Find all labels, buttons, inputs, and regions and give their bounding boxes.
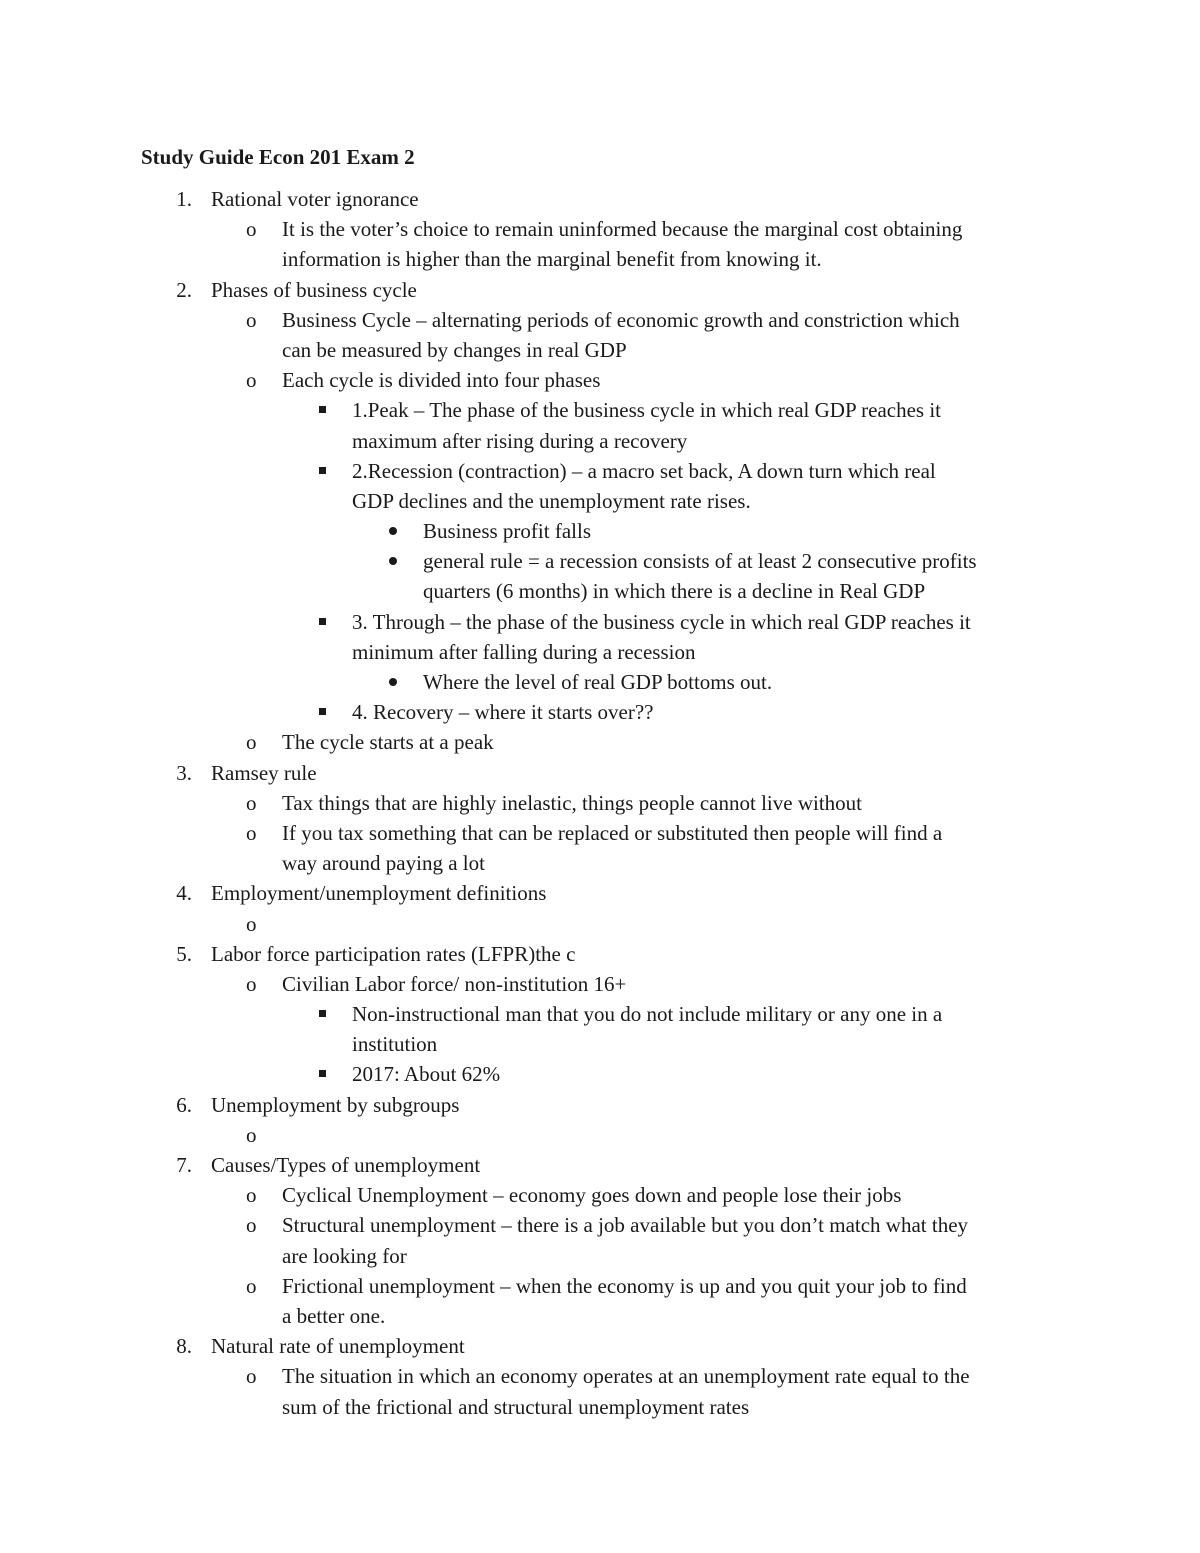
outline-line [0, 1029, 1200, 1059]
list-bullet: o [246, 1183, 257, 1208]
outline-line [0, 1180, 1200, 1210]
list-item-text: 2.Recession (contraction) – a macro set back, A down turn which real [352, 458, 936, 483]
list-item-text: Rational voter ignorance [211, 187, 419, 211]
outline-line [0, 516, 1200, 546]
square-bullet-icon [319, 406, 326, 413]
list-bullet: o [246, 307, 257, 332]
outline-line [0, 395, 1200, 425]
outline-line [0, 1210, 1200, 1240]
outline-line [0, 546, 1200, 576]
list-item-text: The situation in which an economy operates at an unemployment rate equal to the [282, 1364, 970, 1389]
list-item-text: Employment/unemployment definitions [211, 881, 547, 906]
outline-line [0, 758, 1200, 788]
list-item-text: Ramsey rule [211, 760, 317, 785]
list-bullet: o [246, 1273, 257, 1298]
list-item-text: Tax things that are highly inelastic, things people cannot live without [282, 790, 862, 815]
list-bullet: o [246, 1364, 257, 1389]
list-item-text: It is the voter’s choice to remain uninformed because the marginal cost obtaining [282, 217, 963, 242]
list-item-text: Non-instructional man that you do not include military or any one in a [352, 1002, 943, 1027]
outline-line [0, 456, 1200, 486]
outline-line [0, 727, 1200, 757]
list-item-text: Frictional unemployment – when the economy is up and you quit your job to find [282, 1273, 967, 1298]
list-item-text: Business Cycle – alternating periods of economic growth and constriction which [282, 307, 960, 332]
list-item-text: Business profit falls [423, 519, 591, 544]
list-item-text: Phases of business cycle [211, 277, 417, 302]
list-item-text: Structural unemployment – there is a job available but you don’t match what they [282, 1213, 969, 1238]
list-item-text: can be measured by changes in real GDP [282, 337, 627, 362]
outline-line [0, 1120, 1200, 1150]
list-number: 3. [176, 760, 192, 785]
square-bullet-icon [319, 467, 326, 474]
round-bullet-icon [389, 678, 397, 686]
list-item-text: Unemployment by subgroups [211, 1092, 460, 1117]
outline-line [0, 1331, 1200, 1361]
round-bullet-icon [389, 527, 397, 535]
list-bullet: o [246, 911, 257, 936]
outline-line [0, 878, 1200, 908]
list-item-text: are looking for [282, 1243, 407, 1268]
outline-line [0, 939, 1200, 969]
outline-line [0, 969, 1200, 999]
square-bullet-icon [319, 708, 326, 715]
outline-line [0, 1090, 1200, 1120]
list-bullet: o [246, 1213, 257, 1238]
list-item-text: Each cycle is divided into four phases [282, 368, 601, 393]
list-item-text: general rule = a recession consists of at least 2 consecutive profits [423, 549, 977, 574]
outline-line [0, 848, 1200, 878]
list-bullet: o [246, 730, 257, 755]
round-bullet-icon [389, 557, 397, 565]
outline-line [0, 999, 1200, 1029]
outline-line [0, 818, 1200, 848]
list-item-text: quarters (6 months) in which there is a decline in Real GDP [423, 579, 926, 604]
list-item-text: 3. Through – the phase of the business cycle in which real GDP reaches it [352, 609, 971, 634]
outline-line [0, 184, 1200, 214]
outline-line [0, 576, 1200, 606]
list-item-text: 4. Recovery – where it starts over?? [352, 700, 654, 725]
list-item-text: 2017: About 62% [352, 1062, 501, 1087]
outline-line [0, 214, 1200, 244]
list-item-text: Civilian Labor force/ non-institution 16+ [282, 971, 627, 996]
outline-list [0, 184, 1200, 1422]
list-bullet: o [246, 1122, 257, 1147]
list-number: 5. [176, 941, 192, 966]
list-item-text: GDP declines and the unemployment rate rises. [352, 488, 751, 513]
outline-line [0, 1150, 1200, 1180]
list-item-text: Where the level of real GDP bottoms out. [423, 670, 773, 694]
outline-line [0, 1392, 1200, 1422]
square-bullet-icon [319, 618, 326, 625]
outline-line [0, 275, 1200, 305]
square-bullet-icon [319, 1070, 326, 1077]
list-item-text: way around paying a lot [282, 851, 485, 876]
outline-line [0, 305, 1200, 335]
outline-line [0, 788, 1200, 818]
list-item-text: If you tax something that can be replaced or substituted then people will find a [282, 820, 943, 845]
outline-line [0, 909, 1200, 939]
outline-line [0, 667, 1200, 697]
list-bullet: o [246, 820, 257, 845]
outline-line [0, 335, 1200, 365]
list-item-text: Labor force participation rates (LFPR)the c [211, 941, 576, 966]
list-number: 6. [176, 1092, 192, 1117]
list-item-text: Natural rate of unemployment [211, 1334, 465, 1359]
list-item-text: 1.Peak – The phase of the business cycle in which real GDP reaches it [352, 398, 941, 423]
list-bullet: o [246, 217, 257, 242]
outline-line [0, 426, 1200, 456]
outline-line [0, 244, 1200, 274]
list-item-text: maximum after rising during a recovery [352, 428, 688, 453]
outline-line [0, 1271, 1200, 1301]
outline-line [0, 365, 1200, 395]
list-number: 4. [176, 881, 192, 906]
list-bullet: o [246, 368, 257, 393]
list-number: 1. [176, 187, 192, 211]
list-item-text: a better one. [282, 1303, 386, 1328]
list-item-text: minimum after falling during a recession [352, 639, 696, 664]
outline-line [0, 1241, 1200, 1271]
list-item-text: Cyclical Unemployment – economy goes down and people lose their jobs [282, 1183, 902, 1208]
outline-line [0, 637, 1200, 667]
list-bullet: o [246, 971, 257, 996]
square-bullet-icon [319, 1010, 326, 1017]
outline-line [0, 1361, 1200, 1391]
list-number: 2. [176, 277, 192, 302]
outline-line [0, 607, 1200, 637]
list-item-text: institution [352, 1032, 438, 1057]
outline-line [0, 486, 1200, 516]
list-bullet: o [246, 790, 257, 815]
list-item-text: Causes/Types of unemployment [211, 1153, 481, 1177]
list-item-text: information is higher than the marginal benefit from knowing it. [282, 247, 822, 272]
list-item-text: The cycle starts at a peak [282, 730, 494, 755]
list-number: 8. [176, 1334, 192, 1359]
outline-line [0, 697, 1200, 727]
list-number: 7. [176, 1153, 192, 1177]
outline-line [0, 1059, 1200, 1089]
document-title: Study Guide Econ 201 Exam 2 [141, 145, 415, 169]
outline-line [0, 1301, 1200, 1331]
list-item-text: sum of the frictional and structural unemployment rates [282, 1394, 750, 1419]
